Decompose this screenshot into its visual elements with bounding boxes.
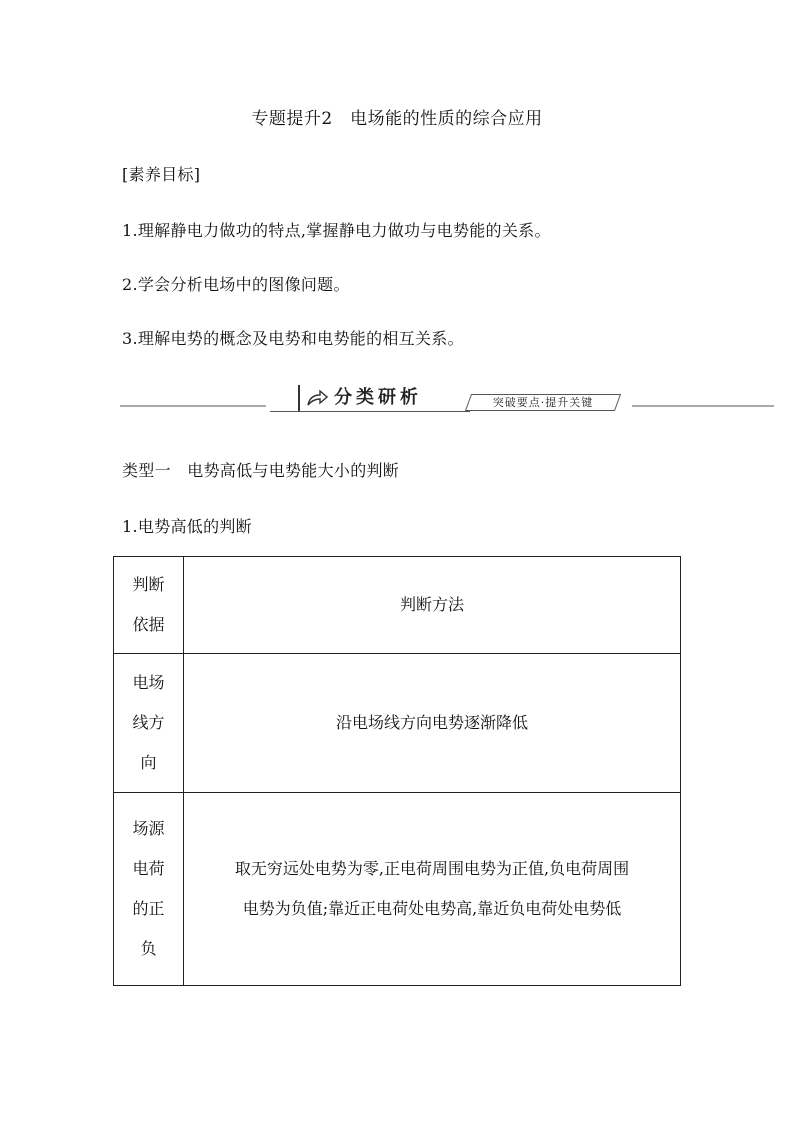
potential-judgment-table (113, 556, 681, 986)
banner-tag: 突破要点·提升关键 (492, 396, 594, 409)
row-basis-line: 电场 (132, 673, 165, 692)
row-basis-line: 线方 (132, 713, 165, 732)
banner-underline (270, 411, 470, 412)
table-row (114, 793, 681, 986)
page-title: 专题提升2 电场能的性质的综合应用 (251, 109, 543, 129)
row-basis-line: 电荷 (132, 859, 165, 878)
header-method-text: 判断方法 (399, 595, 464, 614)
header-basis-cell (114, 557, 184, 654)
section-sub-heading: 1.电势高低的判断 (122, 517, 252, 536)
curved-arrow-icon (306, 389, 328, 407)
table-row (114, 654, 681, 793)
row-basis-cell (114, 654, 184, 793)
goal-item-1: 1.理解静电力做功的特点,掌握静电力做功与电势能的关系。 (122, 221, 551, 240)
row-basis-line: 场源 (132, 819, 165, 838)
row-method-cell (184, 793, 681, 986)
goal-item-2: 2.学会分析电场中的图像问题。 (122, 275, 350, 294)
banner-title (298, 385, 448, 411)
goals-heading: [素养目标] (122, 165, 201, 184)
row-method-line: 电势为负值;靠近正电荷处电势高,靠近负电荷处电势低 (242, 899, 622, 918)
header-basis-line: 判断 (132, 575, 165, 594)
row-basis-line: 的正 (132, 899, 165, 918)
banner-title-text: 分类研析 (334, 387, 422, 408)
banner-rule-left (120, 405, 266, 407)
row-basis-line: 负 (140, 939, 157, 958)
banner-rule-right (632, 405, 774, 407)
row-basis-cell (114, 793, 184, 986)
goal-item-3: 3.理解电势的概念及电势和电势能的相互关系。 (122, 329, 464, 348)
table-header-row (114, 557, 681, 654)
row-method-line: 取无穷远处电势为零,正电荷周围电势为正值,负电荷周围 (234, 859, 630, 878)
section-type-heading: 类型一 电势高低与电势能大小的判断 (122, 461, 400, 480)
row-method-line: 沿电场线方向电势逐渐降低 (335, 713, 528, 732)
header-method-cell (184, 557, 681, 654)
row-method-cell (184, 654, 681, 793)
row-basis-line: 向 (140, 753, 157, 772)
header-basis-line: 依据 (132, 615, 165, 634)
